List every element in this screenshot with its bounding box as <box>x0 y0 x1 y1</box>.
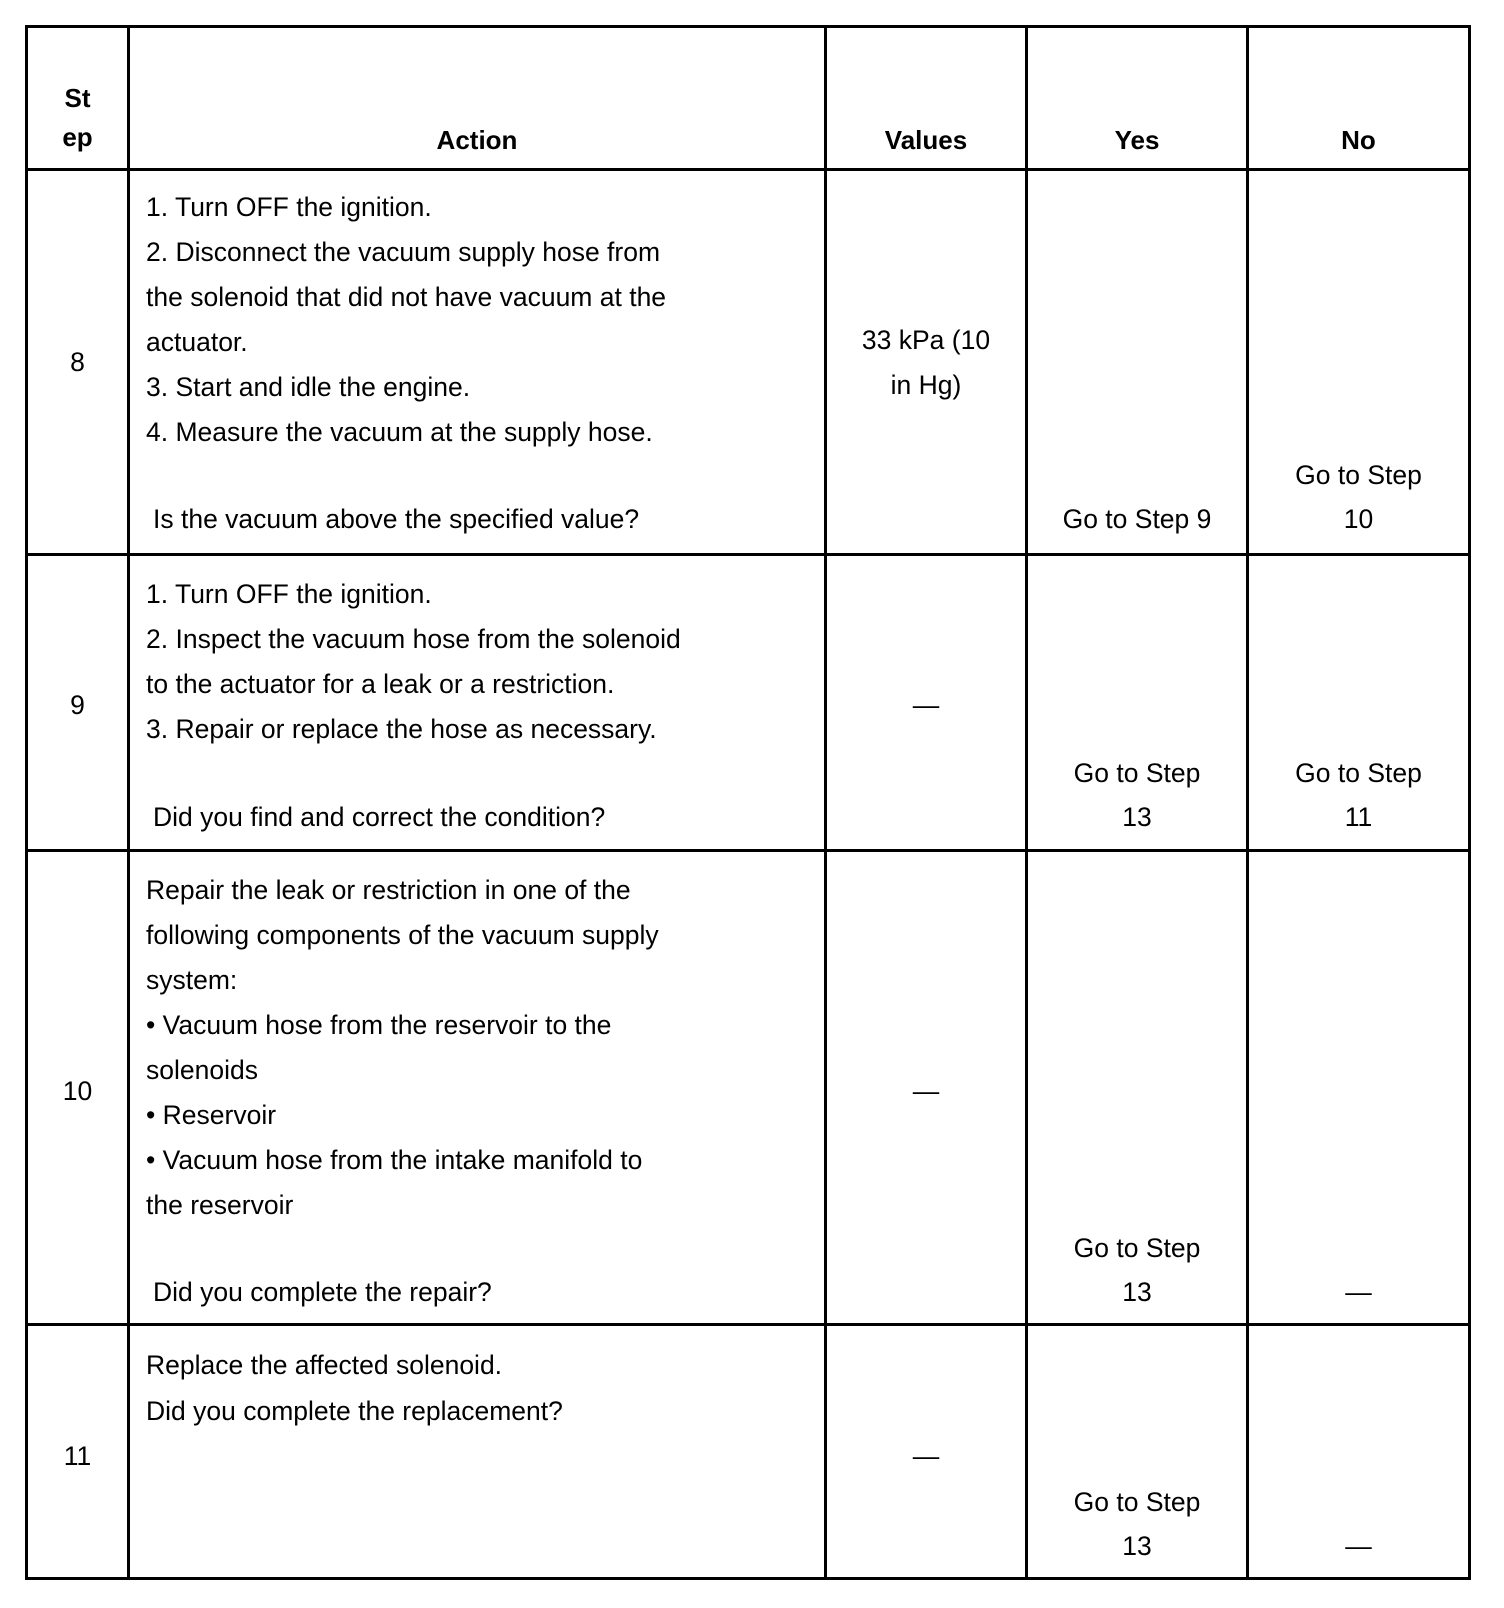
action-line: the solenoid that did not have vacuum at the <box>146 282 667 312</box>
action-line: • Reservoir <box>146 1100 277 1130</box>
column-divider <box>824 25 827 1580</box>
header-no: No <box>1341 125 1376 155</box>
action-line: 2. Disconnect the vacuum supply hose from <box>146 237 661 267</box>
action-line: • Vacuum hose from the intake manifold to <box>146 1145 643 1175</box>
values-line: 33 kPa (10 <box>861 325 991 355</box>
header-step-line2: ep <box>62 122 93 152</box>
action-line: the reservoir <box>146 1190 294 1220</box>
no-line: — <box>1345 1277 1372 1307</box>
action-line: 2. Inspect the vacuum hose from the solenoid <box>146 624 681 654</box>
action-question: Did you complete the repair? <box>153 1277 492 1307</box>
action-line: 1. Turn OFF the ignition. <box>146 579 432 609</box>
action-line: Replace the affected solenoid. <box>146 1350 503 1380</box>
yes-line: Go to Step <box>1073 1233 1201 1263</box>
action-line: system: <box>146 965 238 995</box>
table-border-bottom <box>25 1577 1471 1580</box>
step-number: 10 <box>62 1076 93 1106</box>
step-number: 11 <box>63 1441 92 1471</box>
action-question: Did you find and correct the condition? <box>153 802 606 832</box>
values-line: — <box>912 690 940 720</box>
values-line: — <box>912 1076 940 1106</box>
row-divider <box>25 168 1471 171</box>
action-line: to the actuator for a leak or a restriction. <box>146 669 615 699</box>
no-line: 10 <box>1343 504 1374 534</box>
no-line: — <box>1345 1531 1372 1561</box>
action-line: 4. Measure the vacuum at the supply hose. <box>146 417 653 447</box>
no-line: Go to Step <box>1295 460 1422 490</box>
column-divider <box>127 25 130 1580</box>
yes-line: Go to Step <box>1073 758 1201 788</box>
row-divider <box>25 1323 1471 1326</box>
action-line: • Vacuum hose from the reservoir to the <box>146 1010 612 1040</box>
action-line: 3. Start and idle the engine. <box>146 372 471 402</box>
row-divider <box>25 849 1471 852</box>
table-border-left <box>25 25 28 1580</box>
step-number: 8 <box>70 347 85 377</box>
no-line: Go to Step <box>1295 758 1422 788</box>
action-line: following components of the vacuum supply <box>146 920 659 950</box>
action-question: Is the vacuum above the specified value? <box>153 504 640 534</box>
header-yes: Yes <box>1114 125 1160 155</box>
yes-line: 13 <box>1122 1277 1152 1307</box>
header-step <box>28 79 127 157</box>
header-action: Action <box>436 125 518 155</box>
row-divider <box>25 553 1471 556</box>
step-number: 9 <box>70 690 85 720</box>
yes-line: 13 <box>1122 1531 1152 1561</box>
yes-line: 13 <box>1122 802 1152 832</box>
table-border-top <box>25 25 1471 28</box>
action-line: 3. Repair or replace the hose as necessary. <box>146 714 657 744</box>
yes-line: Go to Step <box>1073 1487 1201 1517</box>
action-line: Repair the leak or restriction in one of the <box>146 875 631 905</box>
no-line: 11 <box>1344 802 1373 832</box>
yes-line: Go to Step 9 <box>1062 504 1212 534</box>
action-line: 1. Turn OFF the ignition. <box>146 192 432 222</box>
header-values: Values <box>884 125 968 155</box>
values-line: — <box>912 1441 940 1471</box>
action-line: solenoids <box>146 1055 258 1085</box>
action-line: Did you complete the replacement? <box>146 1396 563 1426</box>
header-step-line1: St <box>64 83 91 113</box>
action-line: actuator. <box>146 327 248 357</box>
values-line: in Hg) <box>890 370 962 400</box>
table-border-right <box>1468 25 1471 1580</box>
